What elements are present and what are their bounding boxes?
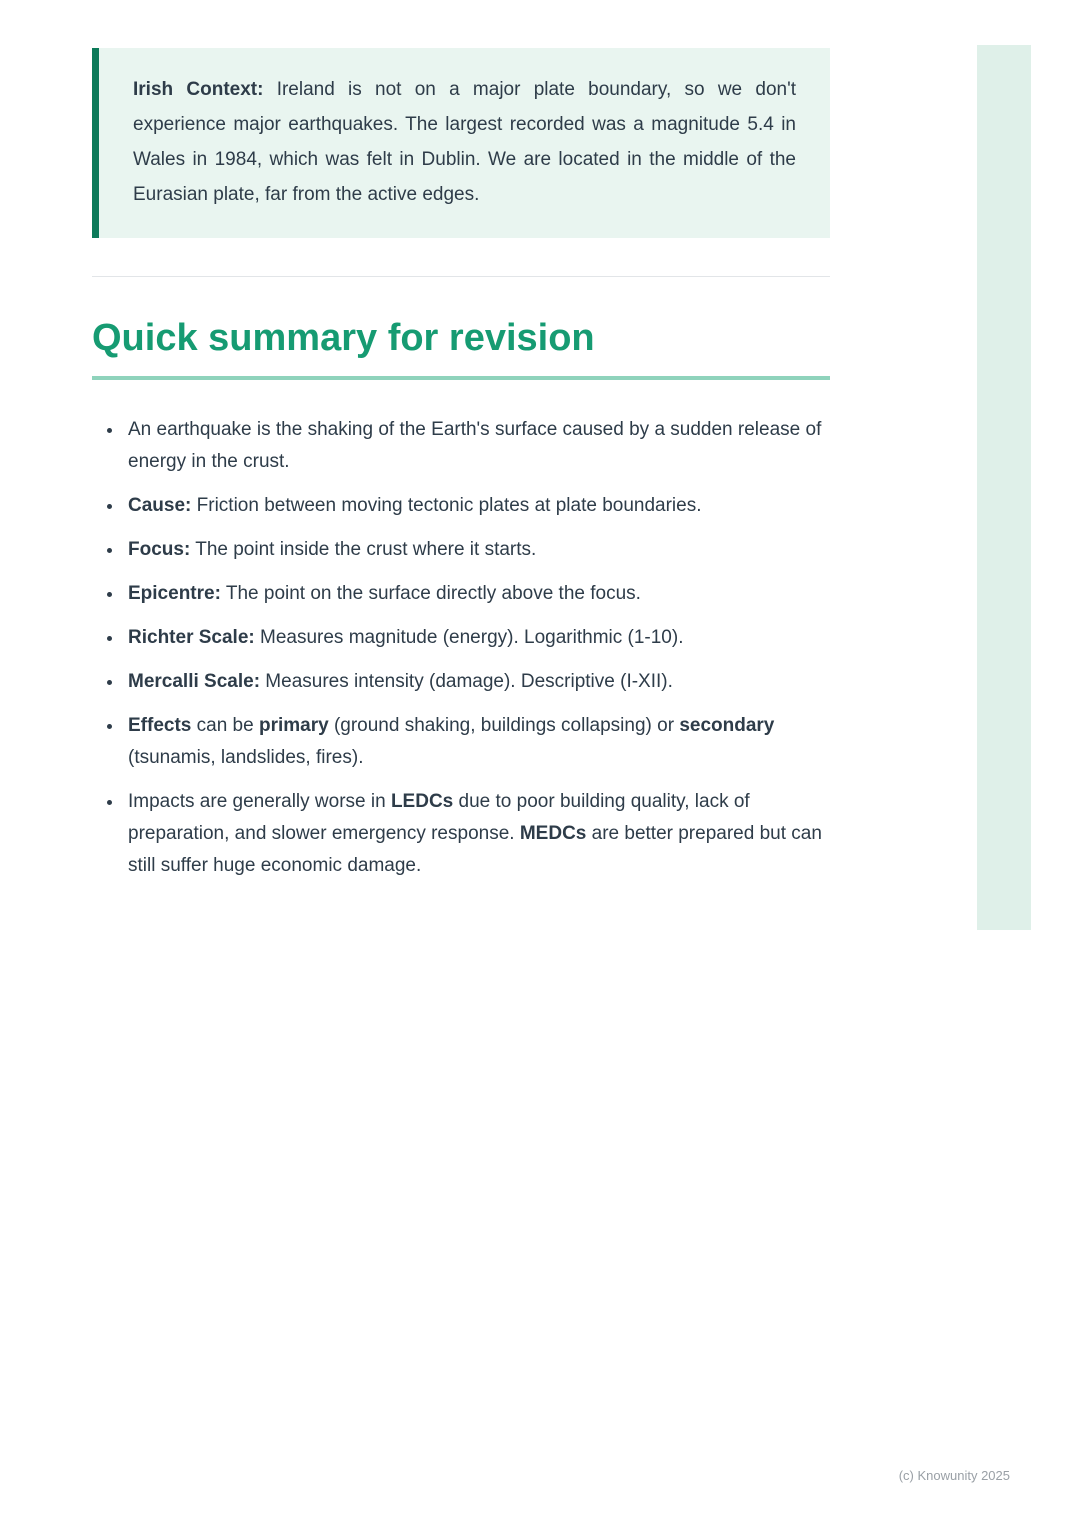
callout-lead: Irish Context: — [133, 79, 264, 100]
text: Impacts are generally worse in — [128, 791, 391, 812]
bold-text: Effects — [128, 715, 192, 736]
bold-text: Focus: — [128, 539, 191, 560]
text: Measures intensity (damage). Descriptive (I-XII). — [260, 671, 673, 692]
bold-text: MEDCs — [519, 823, 587, 844]
summary-list — [92, 414, 830, 882]
irish-context-callout — [92, 48, 830, 238]
text: can be — [191, 715, 259, 736]
bold-text: primary — [258, 715, 329, 736]
bold-text: secondary — [679, 715, 775, 736]
list-item — [124, 578, 830, 610]
list-item — [124, 710, 830, 774]
bold-text: Cause: — [128, 495, 192, 516]
section-title-underline — [92, 376, 830, 380]
bold-text: Richter Scale: — [128, 627, 255, 648]
text: The point on the surface directly above the focus. — [220, 583, 641, 604]
text: due to poor building quality, lack of preparation, and slower emergency response. — [128, 791, 750, 844]
text: (tsunamis, landslides, fires). — [128, 747, 364, 768]
text: The point inside the crust where it starts. — [190, 539, 537, 560]
list-item — [124, 666, 830, 698]
list-item — [124, 534, 830, 566]
callout-paragraph — [133, 72, 796, 212]
document-page — [92, 48, 830, 894]
right-accent-strip — [977, 45, 1031, 930]
bold-text: Epicentre: — [128, 583, 221, 604]
list-item — [124, 622, 830, 654]
text: (ground shaking, buildings collapsing) or — [328, 715, 680, 736]
bold-text: LEDCs — [390, 791, 454, 812]
list-item — [124, 414, 830, 478]
bold-text: Mercalli Scale: — [128, 671, 261, 692]
text: Measures magnitude (energy). Logarithmic (1-10). — [254, 627, 684, 648]
text: An earthquake is the shaking of the Earth's surface caused by a sudden release of energy in the crust. — [128, 419, 822, 472]
list-item — [124, 490, 830, 522]
list-item — [124, 786, 830, 882]
text: are better prepared but can still suffer huge economic damage. — [128, 823, 822, 876]
section-divider — [92, 276, 830, 277]
callout-body: Ireland is not on a major plate boundary, so we don't experience major earthquakes. The largest recorded was a magnitude 5.4 in Wales in 1984, which was felt in Dublin. We are located in the middle of the Eurasian plate, far from the active edges. — [133, 79, 796, 205]
text: Friction between moving tectonic plates at plate boundaries. — [191, 495, 702, 516]
section-title: Quick summary for revision — [92, 317, 595, 359]
copyright-text: (c) Knowunity 2025 — [898, 1468, 1010, 1483]
